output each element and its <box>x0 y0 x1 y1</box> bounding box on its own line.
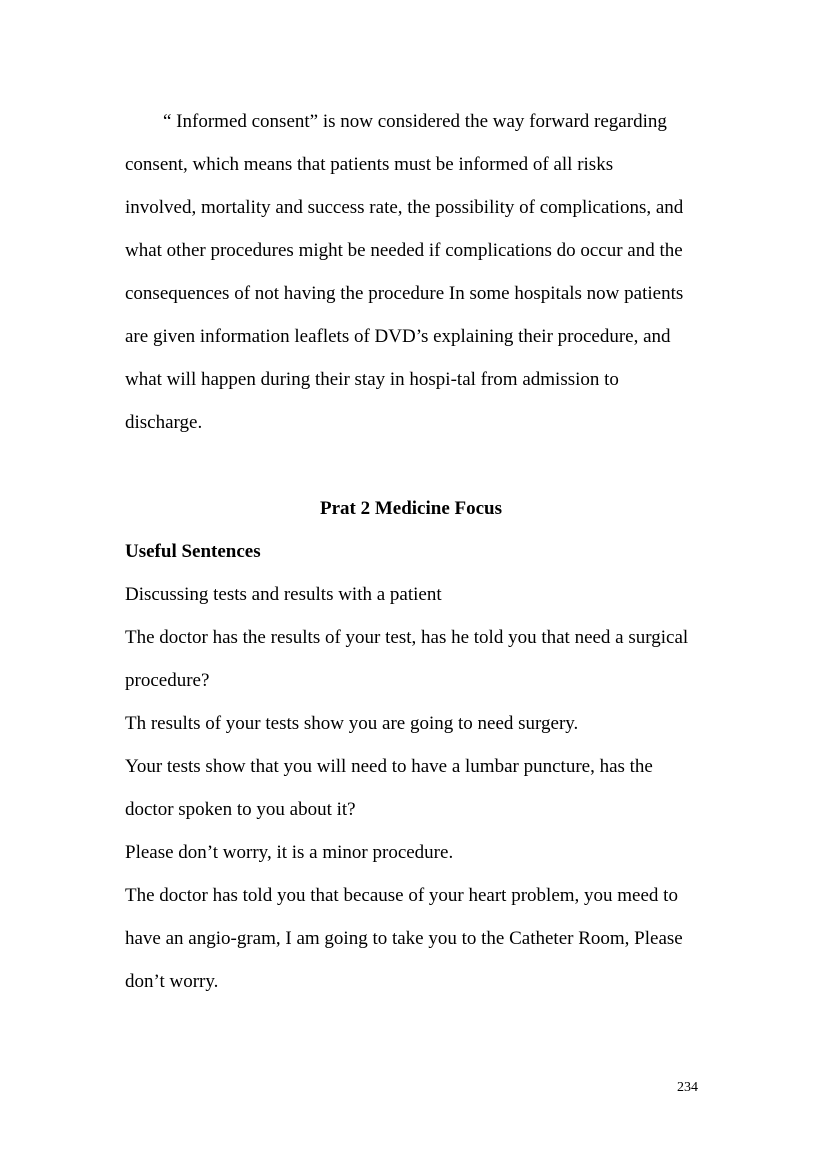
sentence-line: The doctor has the results of your test, has he told you that need a surgical <box>125 627 689 648</box>
page-number: 234 <box>677 1080 698 1095</box>
sentence-line: don’t worry. <box>125 971 219 992</box>
sentence-line: Please don’t worry, it is a minor procedure. <box>125 842 454 863</box>
sentence-line: have an angio-gram, I am going to take you to the Catheter Room, Please <box>125 928 683 949</box>
paragraph-line: what other procedures might be needed if complications do occur and the <box>125 240 683 261</box>
sentence-line: Th results of your tests show you are going to need surgery. <box>125 713 579 734</box>
paragraph-line: what will happen during their stay in hospi-tal from admission to <box>125 369 619 390</box>
sentence-line: Your tests show that you will need to have a lumbar puncture, has the <box>125 756 653 777</box>
paragraph-line: discharge. <box>125 412 203 433</box>
sentence-line: The doctor has told you that because of your heart problem, you meed to <box>125 885 678 906</box>
section-subtitle: Useful Sentences <box>125 541 261 562</box>
paragraph-line: involved, mortality and success rate, the possibility of complications, and <box>125 197 684 218</box>
paragraph-line: are given information leaflets of DVD’s explaining their procedure, and <box>125 326 671 347</box>
sentence-line: doctor spoken to you about it? <box>125 799 356 820</box>
section-title: Prat 2 Medicine Focus <box>319 498 503 519</box>
sentence-line: Discussing tests and results with a patient <box>125 584 442 605</box>
paragraph-line: consequences of not having the procedure In some hospitals now patients <box>125 283 684 304</box>
paragraph-line: consent, which means that patients must be informed of all risks <box>125 154 614 175</box>
sentence-line: procedure? <box>125 670 210 691</box>
paragraph-line: “ Informed consent” is now considered the way forward regarding <box>163 111 667 132</box>
